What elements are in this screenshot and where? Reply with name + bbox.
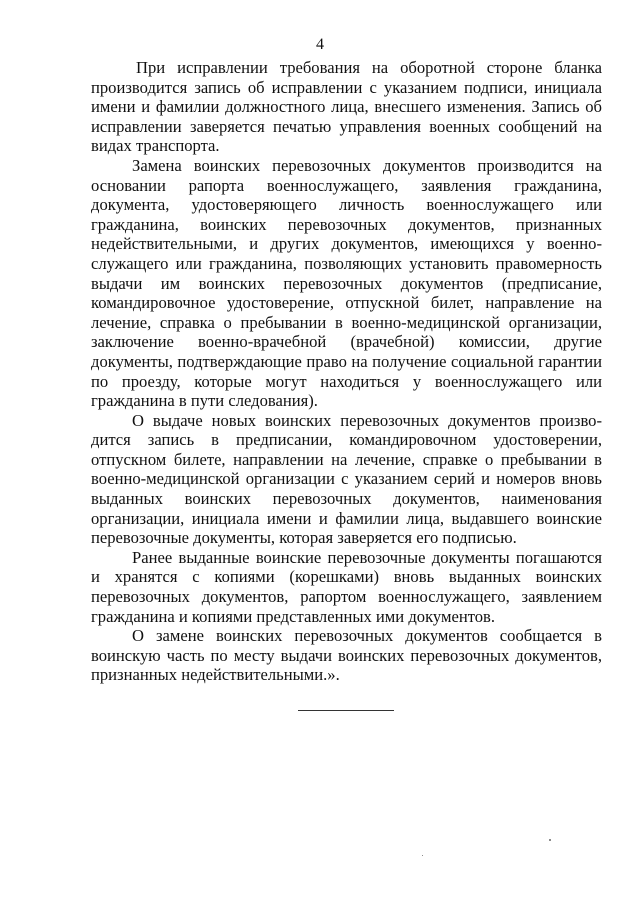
- paragraph-cancelled-documents: Ранее выданные воинские перевозочные документы погашаются и хранятся с копиями (корешками) вновь выданных воинских перевозочных документов, рапортом военнослужащего, заявлением гражданина и копиями представленных ими документов.: [91, 547, 602, 626]
- scan-speck: [549, 839, 551, 841]
- end-separator-line: [298, 710, 394, 711]
- paragraph-document-replacement: Замена воинских перевозочных документов производится на основании рапорта военнослужащего, заявления гражданина, документа, удостоверяющего личность военнослужащего или гражданина, воинских перевозочных документов, признанных недействительными, и других документов, имеющихся у военнослужащего или гражданина, позволяющих установить правомерность выдачи им воинских перевозочных документов (предписание, командировочное удостоверение, отпускной билет, направление на лечение, справка о пребывании в военно-медицинской организации, заключение военно-врачебной (врачебной) комиссии, другие документы, подтверждающие право на получение социальной гарантии по проезду, которые могут находиться у военнослужащего или гражданина в пути следования).: [91, 155, 602, 411]
- document-body: [91, 58, 602, 685]
- paragraph-new-documents-record: О выдаче новых воинских перевозочных документов производится запись в предписании, командировочном удостоверении, отпускном билете, направлении на лечение, справке о пребывании в военно-медицинской организации с указанием серий и номеров вновь выданных воинских перевозочных документов, наименования организации, инициала имени и фамилии лица, выдавшего воинские перевозочные документы, которая заверяется его подписью.: [91, 410, 602, 548]
- paragraph-replacement-notification: О замене воинских перевозочных документов сообщается в воинскую часть по месту выдачи воинских перевозочных документов, признанных недействительными.».: [91, 626, 602, 685]
- scan-speck: [422, 855, 423, 856]
- paragraph-correction-record: При исправлении требования на оборотной стороне бланка производится запись об исправлении с указанием подписи, инициала имени и фамилии должностного лица, внесшего изменения. Запись об исправлении заверяется печатью управления военных сообщений на видах транспорта.: [91, 58, 602, 156]
- page-number: 4: [316, 36, 324, 53]
